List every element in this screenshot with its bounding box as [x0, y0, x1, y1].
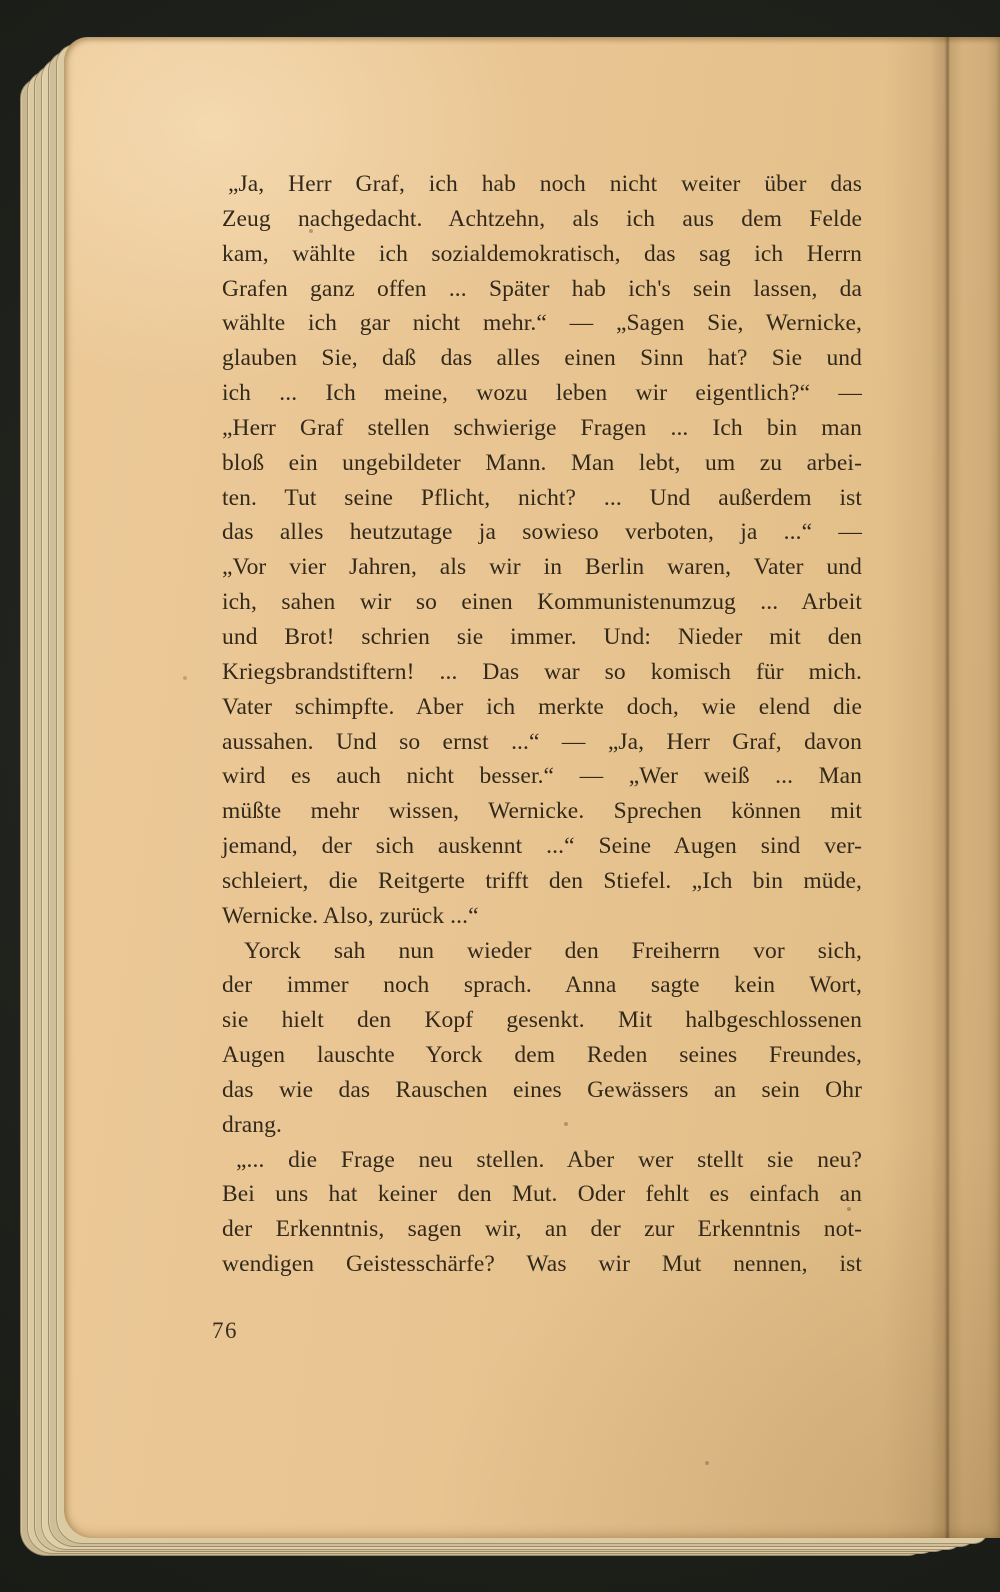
- text-line: „Ja, Herr Graf, ich hab noch nicht weiter über das: [228, 171, 862, 197]
- text-line: aussahen. Und so ernst ...“ — „Ja, Herr Graf, davon: [222, 728, 862, 755]
- text-line: der Erkenntnis, sagen wir, an der zur Erkenntnis not-: [222, 1216, 862, 1243]
- text-line: Yorck sah nun wieder den Freiherrn vor sich,: [244, 937, 862, 964]
- text-line: ten. Tut seine Pflicht, nicht? ... Und außerdem ist: [222, 484, 862, 511]
- text-line: kam, wählte ich sozialdemokratisch, das sag ich Herrn: [222, 240, 862, 267]
- paper-specks: [64, 37, 66, 39]
- paragraph: [222, 934, 862, 1143]
- text-line: ich ... Ich meine, wozu leben wir eigentlich?“ —: [222, 380, 862, 407]
- text-line: glauben Sie, daß das alles einen Sinn hat? Sie und: [222, 345, 862, 372]
- text-line: „... die Frage neu stellen. Aber wer stellt sie neu?: [236, 1146, 862, 1173]
- text-line: Zeug nachgedacht. Achtzehn, als ich aus dem Felde: [222, 205, 862, 232]
- text-line: und Brot! schrien sie immer. Und: Nieder mit den: [222, 623, 862, 650]
- gutter-fold-shadow: [884, 37, 1000, 1538]
- book-page: [64, 37, 1000, 1538]
- text-line: drang.: [222, 1111, 282, 1138]
- text-line: jemand, der sich auskennt ...“ Seine Augen sind ver-: [222, 833, 862, 860]
- text-line: sie hielt den Kopf gesenkt. Mit halbgeschlossenen: [222, 1007, 862, 1034]
- text-line: wendigen Geistesschärfe? Was wir Mut nennen, ist: [222, 1251, 862, 1278]
- text-line: „Vor vier Jahren, als wir in Berlin waren, Vater und: [222, 554, 862, 581]
- text-line: schleiert, die Reitgerte trifft den Stiefel. „Ich bin müde,: [222, 867, 862, 894]
- text-line: Bei uns hat keiner den Mut. Oder fehlt es einfach an: [222, 1181, 862, 1208]
- text-line: Vater schimpfte. Aber ich merkte doch, wie elend die: [222, 693, 862, 720]
- paragraph: [222, 167, 862, 934]
- text-line: der immer noch sprach. Anna sagte kein Wort,: [222, 972, 862, 999]
- text-line: wird es auch nicht besser.“ — „Wer weiß ... Man: [222, 763, 862, 790]
- page-text: [222, 167, 862, 1282]
- text-line: das alles heutzutage ja sowieso verboten, ja ...“ —: [222, 519, 862, 546]
- text-line: Wernicke. Also, zurück ...“: [222, 902, 479, 929]
- text-line: Augen lauschte Yorck dem Reden seines Freundes,: [222, 1042, 862, 1069]
- text-line: Kriegsbrandstiftern! ... Das war so komisch für mich.: [222, 658, 862, 685]
- text-line: Grafen ganz offen ... Später hab ich's sein lassen, da: [222, 275, 862, 302]
- text-line: „Herr Graf stellen schwierige Fragen ... Ich bin man: [222, 414, 862, 441]
- text-line: müßte mehr wissen, Wernicke. Sprechen können mit: [222, 798, 862, 825]
- text-line: das wie das Rauschen eines Gewässers an sein Ohr: [222, 1076, 862, 1103]
- text-line: wählte ich gar nicht mehr.“ — „Sagen Sie, Wernicke,: [222, 310, 862, 337]
- text-line: bloß ein ungebildeter Mann. Man lebt, um zu arbei-: [222, 449, 862, 476]
- page-number: 76: [212, 1318, 238, 1343]
- paragraph: [222, 1143, 862, 1282]
- text-line: ich, sahen wir so einen Kommunistenumzug ... Arbeit: [222, 589, 862, 616]
